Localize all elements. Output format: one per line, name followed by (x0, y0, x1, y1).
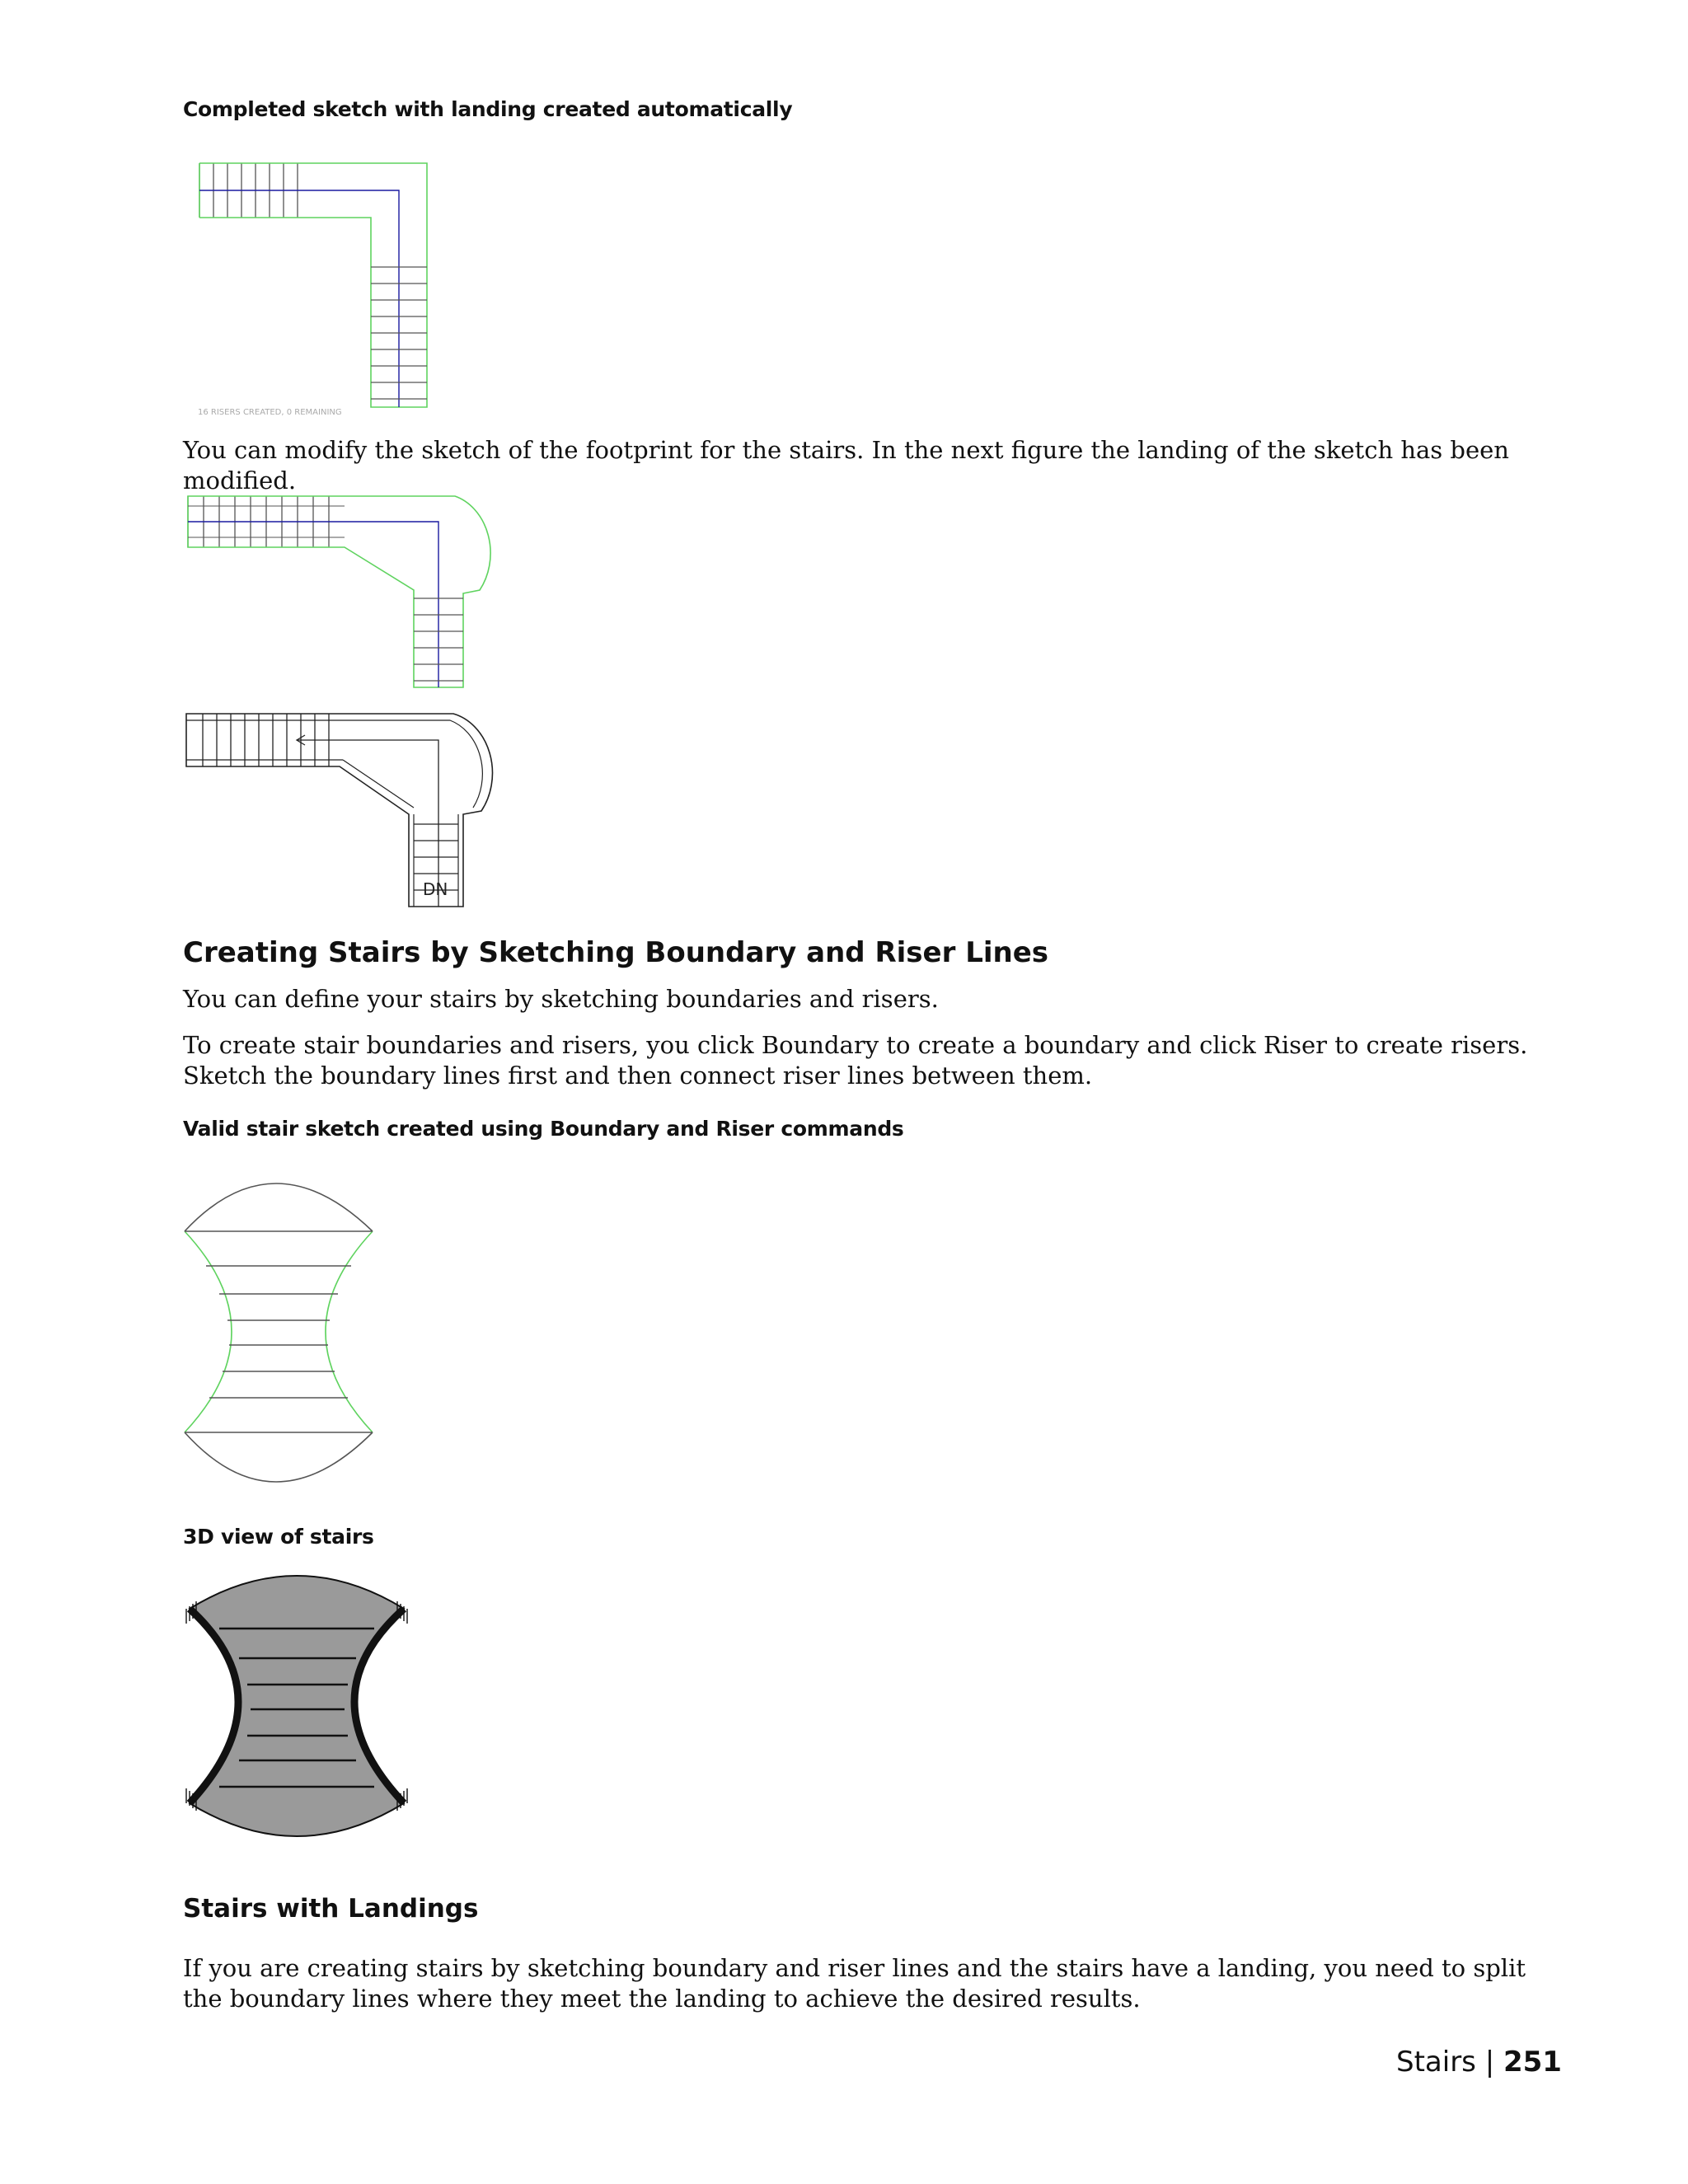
stairs-3d-body (190, 1576, 404, 1836)
page-footer (1396, 2046, 1562, 2079)
left-boundary-arc (185, 1231, 232, 1432)
footer-page-number: 251 (1503, 2046, 1562, 2079)
figure-caption-landing-auto: Completed sketch with landing created automatically (183, 97, 793, 121)
footer-section-name: Stairs (1396, 2046, 1476, 2079)
section-heading-boundary-riser: Creating Stairs by Sketching Boundary and Riser Lines (183, 936, 1049, 969)
walk-line (297, 740, 438, 907)
paragraph-landings-split: If you are creating stairs by sketching boundary and riser lines and the stairs have a landing, you need to split the boundary lines where they meet the landing to achieve the desired results. (183, 1954, 1526, 2013)
stairs-3d-view-figure (181, 1576, 420, 1856)
modified-landing-sketch-figure (181, 493, 503, 691)
l-stair-sketch-figure (181, 157, 445, 420)
railing-line (343, 760, 414, 808)
footer-separator: | (1484, 2046, 1495, 2079)
paragraph-modify-sketch: You can modify the sketch of the footprint for the stairs. In the next figure the landing of the sketch has been modified. (183, 436, 1509, 494)
stair-plan-outline (186, 714, 492, 907)
figure-caption-3d-view: 3D view of stairs (183, 1525, 374, 1549)
section-heading-landings: Stairs with Landings (183, 1894, 479, 1924)
paragraph-define-stairs: You can define your stairs by sketching boundaries and risers. (183, 985, 939, 1013)
modified-landing-boundary (188, 496, 490, 687)
down-label: DN (423, 879, 448, 899)
stair-plan-view-figure (181, 710, 503, 908)
riser-status-text: 16 RISERS CREATED, 0 REMAINING (198, 408, 342, 417)
stair-path-line (199, 190, 399, 407)
paragraph-create-boundaries: To create stair boundaries and risers, you click Boundary to create a boundary and click Riser to create risers. Sketch the boundary lines first and then connect riser lines between them. (183, 1031, 1528, 1090)
right-boundary-arc (326, 1231, 373, 1432)
bottom-arc-riser (185, 1432, 373, 1482)
figure-caption-valid-sketch: Valid stair sketch created using Boundary and Riser commands (183, 1117, 904, 1141)
hourglass-stair-sketch-figure (181, 1169, 379, 1498)
boundary-outline (199, 163, 427, 407)
top-arc-riser (185, 1183, 373, 1231)
